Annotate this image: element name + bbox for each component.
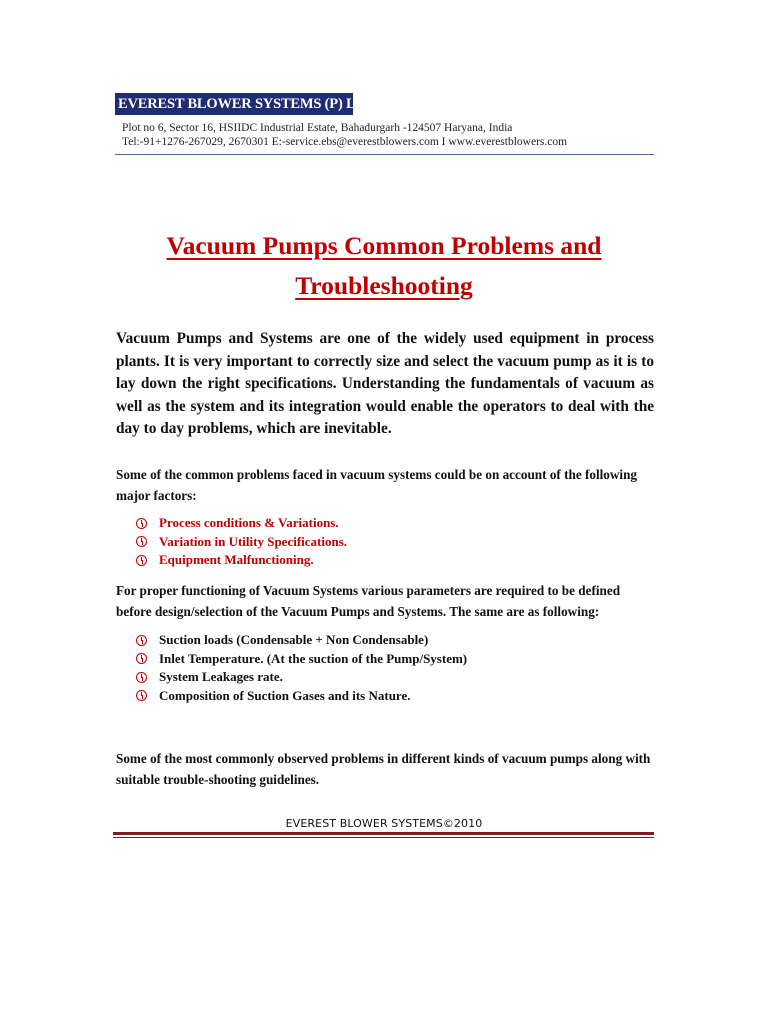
clock-bullet-icon xyxy=(136,672,147,683)
list-item xyxy=(136,687,467,706)
list-item-text: Variation in Utility Specifications. xyxy=(159,533,348,549)
clock-bullet-icon xyxy=(136,555,147,566)
parameters-intro-paragraph: For proper functioning of Vacuum Systems various parameters are required to be defined before design/selection of the Vacuum Pumps and Systems. The same are as following: xyxy=(116,583,621,619)
clock-bullet-icon xyxy=(136,518,147,529)
list-item-text: Inlet Temperature. (At the suction of the Pump/System) xyxy=(159,650,468,666)
clock-bullet-icon xyxy=(136,536,147,547)
list-item xyxy=(136,631,467,650)
company-name-first: EVEREST xyxy=(118,96,185,112)
parameters-list xyxy=(136,631,467,705)
header-divider xyxy=(115,154,654,155)
intro-paragraph: Vacuum Pumps and Systems are one of the widely used equipment in process plants. It is very important to correctly size and select the vacuum pump as it is to lay down the right specifications. Understanding the fundamentals of vacuum as well as the system and its integration would enable the operators to deal with the day to day problems, which are inevitable. xyxy=(116,330,654,437)
footer-divider xyxy=(113,832,654,835)
list-item-text: System Leakages rate. xyxy=(159,669,283,684)
list-item xyxy=(136,650,467,669)
list-item xyxy=(136,533,347,552)
footer-copyright: EVEREST BLOWER SYSTEMS©2010 xyxy=(285,817,483,830)
closing-paragraph: Some of the most commonly observed problems in different kinds of vacuum pumps along with suitable trouble-shooting guidelines. xyxy=(116,751,651,787)
list-item xyxy=(136,514,347,533)
list-item xyxy=(136,551,347,570)
list-item-text: Composition of Suction Gases and its Nature. xyxy=(159,687,411,703)
clock-bullet-icon xyxy=(136,653,147,664)
company-name-rest: BLOWER SYSTEMS (P) LTD. xyxy=(184,96,378,112)
address-line: Plot no 6, Sector 16, HSIIDC Industrial Estate, Bahadurgarh -124507 Haryana, India xyxy=(122,122,513,134)
list-item-text: Equipment Malfunctioning. xyxy=(159,552,314,567)
factors-list xyxy=(136,514,347,570)
document-title xyxy=(100,226,668,306)
footer-divider-thin xyxy=(113,837,654,838)
list-item-text: Suction loads (Condensable + Non Condensable) xyxy=(159,632,429,647)
title-line-2: Troubleshooting xyxy=(295,271,473,300)
title-line-1: Vacuum Pumps Common Problems and xyxy=(166,231,602,260)
list-item-text: Process conditions & Variations. xyxy=(159,515,339,530)
clock-bullet-icon xyxy=(136,635,147,646)
clock-bullet-icon xyxy=(136,690,147,701)
contact-line: Tel:-91+1276-267029, 2670301 E:-service.ebs@everestblowers.com I www.everestblowers.com xyxy=(122,136,568,148)
factors-intro-paragraph: Some of the common problems faced in vacuum systems could be on account of the following major factors: xyxy=(116,467,638,503)
list-item xyxy=(136,668,467,687)
company-name xyxy=(118,95,377,113)
